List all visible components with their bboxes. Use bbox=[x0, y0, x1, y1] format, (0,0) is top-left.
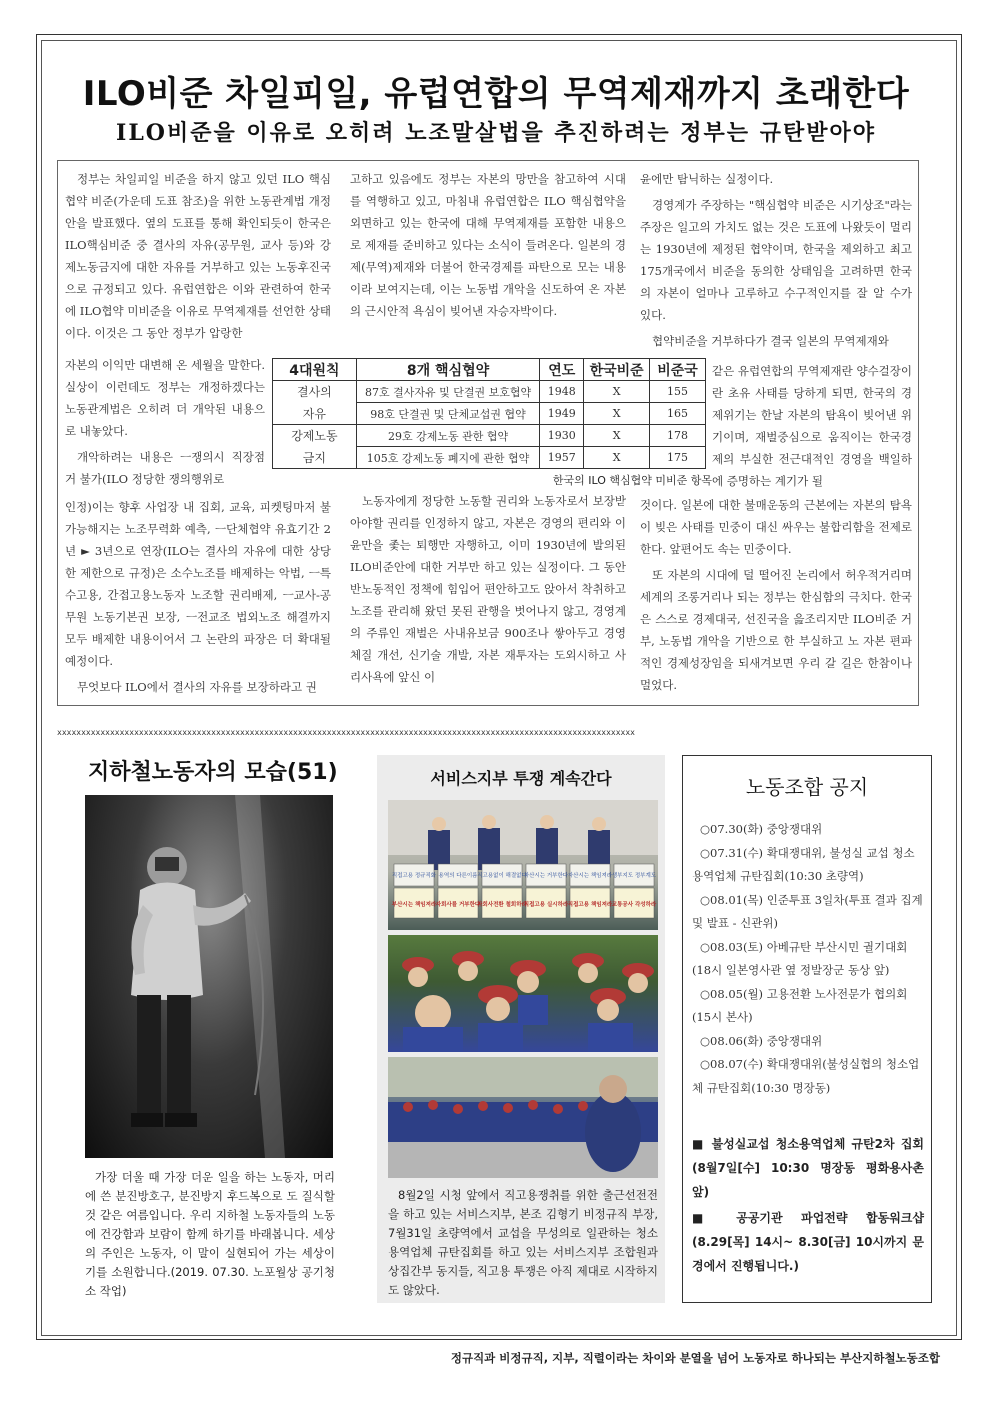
table-row bbox=[273, 403, 706, 425]
article-column-1-wrap2 bbox=[65, 446, 265, 494]
article-paragraph: 같은 유럽연합의 무역제재란 양수걸장이란 초유 사태를 당하게 되면, 한국의 경제위기는 한날 자본의 탐욕이 빚어낸 위기이며, 재벌중심으로 움직이는 한국경제의 부실한 전근대적인 경영을 백일하에 증명하는 계기가 될 bbox=[712, 364, 912, 488]
notice-item: ○08.06(화) 중앙쟁대위 bbox=[700, 1033, 823, 1048]
ratified-cell: X bbox=[584, 403, 650, 425]
article-column-2 bbox=[350, 168, 626, 326]
protest-scene-2 bbox=[388, 935, 658, 1052]
service-section-title: 서비스지부 투쟁 계속간다 bbox=[430, 769, 612, 788]
notice-highlights bbox=[692, 1132, 924, 1280]
notice-item: ○08.01(목) 인준투표 3일차(투표 결과 집계 및 발표 - 신관위) bbox=[692, 892, 923, 930]
banner-text: 직접고용 실시하라 bbox=[523, 902, 569, 908]
article-paragraph: 인정)이는 향후 사업장 내 집회, 교육, 피켓팅마저 불가능해지는 노조무력화 예측, ㅡ단체협약 유효기간 2년 ► 3년으로 연장(ILO는 결사의 자유에 대한 상당한 제한으로 규정)은 소수노조를 배제하는 악법, ㅡ특수고용, 간접고용노동자 노조할 권리배제, ㅡ교사-공무원 노동기본권 보장, ㅡ전교조 법외노조 해결까지 모두 배제한 내용이어서 그 논란의 파장은 더 확대될 예정이다. bbox=[65, 500, 331, 668]
article-column-1-wrap bbox=[65, 354, 265, 446]
ratified-cell: X bbox=[584, 381, 650, 403]
table-header-cell: 8개 핵심협약 bbox=[356, 359, 540, 381]
convention-cell: 105호 강제노동 폐지에 관한 협약 bbox=[356, 447, 540, 469]
article-paragraph: 또 자본의 시대에 덜 떨어진 논리에서 허우적거리며 세계의 조롱거리나 되는 정부는 한심함의 극치다. 한국은 스스로 경제대국, 선진국을 읊조리지만 ILO비준 거부, 노동법 개악을 기반으로 한 부실하고 노 자본 편파적인 경제성장임을 되새겨보면 우리 갈 길은 한참이나 멀었다. bbox=[640, 568, 912, 692]
notice-highlight-item: ■ 불성실교섭 청소용역업체 규탄2차 집회(8월7일[수] 10:30 명장동 평화용사촌 앞) bbox=[692, 1137, 924, 1199]
banner-text: 자회사전환 철회하라 bbox=[477, 902, 527, 908]
article-column-3-wrap bbox=[712, 360, 912, 496]
article-paragraph: 정부는 차일피일 비준을 하지 않고 있던 ILO 핵심협약 비준(가운데 도표 참조)을 위한 노동관계법 개정안을 발표했다. 옆의 도표를 통해 확인되듯이 한국은 ILO핵심비준 중 결사의 자유(공무원, 교사 등)와 강제노동금지에 대한 자유를 거부하고 있는 노동후진국으로 규정되고 있다. 유럽연합은 이와 관련하여 한국에 ILO협약 미비준을 이유로 무역제재를 선언한 상태이다. 이것은 그 동안 정부가 압랑한 bbox=[65, 172, 331, 340]
table-header-cell: 비준국 bbox=[650, 359, 706, 381]
ratified-cell: X bbox=[584, 425, 650, 447]
notice-title: 노동조합 공지 bbox=[745, 775, 869, 799]
protest-photo-3 bbox=[388, 1057, 658, 1178]
article-paragraph: 개악하려는 내용은 ㅡ쟁의시 직장점거 불가(ILO 정당한 쟁의행위로 bbox=[65, 450, 265, 486]
convention-cell: 98호 단결권 및 단체교섭권 협약 bbox=[356, 403, 540, 425]
principle-cell: 금지 bbox=[273, 447, 357, 469]
count-cell: 178 bbox=[650, 425, 706, 447]
notice-highlight-item: ■ 공공기관 파업전략 합동워크샵(8.29[목] 14시~ 8.30[금] 10시까지 문경에서 진행됩니다.) bbox=[692, 1211, 924, 1273]
notice-item: ○08.05(월) 고용전환 노사전문가 협의회(15시 본사) bbox=[692, 986, 908, 1024]
article-column-1 bbox=[65, 168, 331, 348]
count-cell: 175 bbox=[650, 447, 706, 469]
footer-slogan: 정규직과 비정규직, 지부, 직렬이라는 차이와 분열을 넘어 노동자로 하나되는 부산지하철노동조합 bbox=[450, 1351, 940, 1365]
protest-photo-2 bbox=[388, 935, 658, 1052]
service-photo-caption: 8월2일 시청 앞에서 직고용쟁취를 위한 출근선전전을 하고 있는 서비스지부, 본조 김형기 비정규직 부장, 7월31일 초량역에서 교섭을 무성의로 일관하는 청소 용역업체 규탄집회를 하고 있는 서비스지부 조합원과 상집간부 동지들, 직고용 투쟁은 아직 제대로 시작하지도 않았다. bbox=[388, 1188, 658, 1297]
banner-text: 부산시는 책임져라 bbox=[391, 902, 437, 908]
year-cell: 1930 bbox=[540, 425, 584, 447]
worker-section-title: 지하철노동자의 모습(51) bbox=[88, 760, 338, 785]
banner-text: 자회사를 거부한다 bbox=[435, 902, 481, 908]
table-row bbox=[273, 381, 706, 403]
table-header-cell: 연도 bbox=[540, 359, 584, 381]
table-header-cell: 4대원칙 bbox=[273, 359, 357, 381]
subheadline: ILO비준을 이유로 오히려 노조말살법을 추진하려는 정부는 규탄받아야 bbox=[116, 120, 876, 146]
article-paragraph: 노동자에게 정당한 노동할 권리와 노동자로서 보장받아야할 권리를 인정하지 않고, 자본은 경영의 편리와 이윤만을 좇는 퇴행만 자행하고, 이미 1930년에 발의된 ILO비준안에 대한 거부만 하고 있는 실정이다. 그 동안 반노동적인 정책에 힘입어 편안하고도 앉아서 착취하고 노조를 관리해 왔던 못된 관행을 벗어나지 않고, 경영계의 주류인 재벌은 사내유보금 900조나 쌓아두고 경영체질 개선, 신기술 개발, 자본 재투자는 도외시하고 사리사욕에 앞신 이 bbox=[350, 494, 626, 684]
convention-cell: 29호 강제노동 관한 협약 bbox=[356, 425, 540, 447]
convention-cell: 87호 결사자유 및 단결권 보호협약 bbox=[356, 381, 540, 403]
article-paragraph: 것이다. 일본에 대한 불매운동의 근본에는 자본의 탐욕이 빚은 사태를 민중이 대신 싸우는 불합리함을 전제로 한다. 앞편어도 속는 민중이다. bbox=[640, 498, 912, 556]
count-cell: 165 bbox=[650, 403, 706, 425]
worker-silhouette bbox=[85, 795, 333, 1158]
article-paragraph: 협약비준을 거부하다가 결국 일본의 무역제재와 bbox=[652, 334, 889, 348]
sign-text: 자산시는 거부한다 bbox=[523, 873, 569, 879]
notice-item: ○07.31(수) 확대쟁대위, 불성실 교섭 청소용역업체 규탄집회(10:30 초량역) bbox=[692, 845, 915, 883]
article-paragraph: 무엇보다 ILO에서 결사의 자유를 보장하라고 권 bbox=[77, 680, 317, 694]
table-header-cell: 한국비준 bbox=[584, 359, 650, 381]
sign-text: 생부지도 정부계도 bbox=[611, 873, 657, 879]
principle-cell: 강제노동 bbox=[273, 425, 357, 447]
article-column-1-bottom bbox=[65, 496, 331, 702]
article-column-2-bottom bbox=[350, 490, 626, 692]
table-header-row bbox=[273, 359, 706, 381]
banner-text: 직접고용 책임져라 bbox=[567, 902, 613, 908]
notice-list bbox=[692, 818, 924, 1100]
notice-item: ○07.30(화) 중앙쟁대위 bbox=[700, 822, 823, 836]
sign-text: 자산시는 책임져라 bbox=[567, 873, 613, 879]
worker-photo-caption: 가장 더울 때 가장 더운 일을 하는 노동자, 머리에 쓴 분진방호구, 분진방지 후드복으로 도 질식할 것 같은 여름입니다. 우리 지하철 노동자들의 노동에 건강함과 보람이 함께 하기를 바래봅니다. 세상의 주인은 노동자, 이 말이 실현되어 가는 세상이기를 소원합니다.(2019. 07.30. 노포월상 공기청소 작업) bbox=[85, 1170, 335, 1298]
article-column-3 bbox=[640, 168, 912, 356]
article-paragraph: 고하고 있음에도 정부는 자본의 망만을 참고하여 시대를 역행하고 있고, 마침내 유럽연합은 ILO 핵심협약을 외면하고 있는 한국에 대해 무역제재를 포함한 내용으로 제재를 준비하고 있다는 소식이 들려온다. 일본의 경제(무역)제재와 더불어 한국경제를 파탄으로 모는 내용이라 보여지는데, 이는 노동법 개악을 신도하여 온 자본의 근시안적 욕심이 빚어낸 자승자박이다. bbox=[350, 172, 626, 318]
sign-text: 직접고용 정규직화 bbox=[391, 873, 437, 879]
article-paragraph: 경영계가 주장하는 "핵심협약 비준은 시기상조"라는 주장은 일고의 가치도 없는 것은 도표에 나왔듯이 멀리는 1930년에 제정된 협약이며, 한국을 제외하고 최고 175개국에서 비준을 동의한 상태임을 고려하면 한국의 자본이 얼마나 고루하고 수구적인지를 잘 알 수가 있다. bbox=[640, 198, 912, 322]
year-cell: 1949 bbox=[540, 403, 584, 425]
sign-text: 용역의 다른이름 bbox=[438, 873, 478, 879]
section-divider: xxxxxxxxxxxxxxxxxxxxxxxxxxxxxxxxxxxxxxxxxxxxxxxxxxxxxxxxxxxxxxxxxxxxxxxxxxxxxxxxxxxxxxxxxxxxxxxxxxxxxxxxxxxxxxxxxxxxxxxx bbox=[57, 729, 635, 737]
headline: ILO비준 차일피일, 유럽연합의 무역제재까지 초래한다 bbox=[82, 74, 910, 114]
principle-cell: 자유 bbox=[273, 403, 357, 425]
worker-photo bbox=[85, 795, 333, 1158]
ratified-cell: X bbox=[584, 447, 650, 469]
table-caption: 한국의 ILO 핵심협약 미비준 항목 bbox=[552, 474, 712, 487]
table-row bbox=[273, 425, 706, 447]
year-cell: 1948 bbox=[540, 381, 584, 403]
ilo-convention-table bbox=[272, 358, 706, 469]
notice-item: ○08.03(토) 아베규탄 부산시민 궐기대회(18시 일본영사관 옆 정발장군 동상 앞) bbox=[692, 939, 908, 977]
article-paragraph: 자본의 이익만 대변해 온 세월을 말한다. 실상이 이런데도 정부는 개정하겠다는 노동관계법은 오히려 더 개악된 내용으로 내놓았다. bbox=[65, 358, 265, 438]
principle-cell: 결사의 bbox=[273, 381, 357, 403]
protest-scene-3 bbox=[388, 1057, 658, 1178]
table-row bbox=[273, 447, 706, 469]
sign-text: 직고용없이 해결없다 bbox=[477, 873, 527, 879]
count-cell: 155 bbox=[650, 381, 706, 403]
protest-photo-1 bbox=[388, 800, 658, 930]
protest-scene-1 bbox=[388, 800, 658, 930]
notice-item: ○08.07(수) 확대쟁대위(불성실협의 청소업체 규탄집회(10:30 명장동) bbox=[692, 1057, 920, 1095]
year-cell: 1957 bbox=[540, 447, 584, 469]
banner-text: 교통공사 각성하라 bbox=[611, 902, 657, 908]
article-column-3-bottom bbox=[640, 494, 912, 700]
article-paragraph: 윤에만 탐닉하는 실정이다. bbox=[640, 172, 774, 186]
